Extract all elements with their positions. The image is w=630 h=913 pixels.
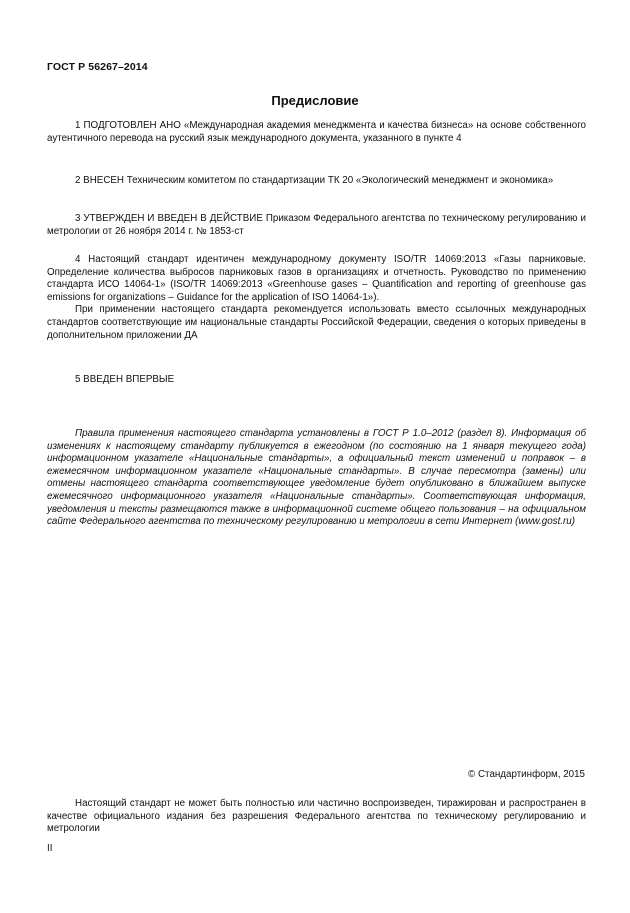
notice-block bbox=[47, 428, 586, 529]
item-3-text: 3 УТВЕРЖДЕН И ВВЕДЕН В ДЕЙСТВИЕ Приказом Федерального агентства по техническому регулированию и метрологии от 26 ноября 2014 г. № 1853-ст bbox=[47, 213, 586, 237]
item-1-text: 1 ПОДГОТОВЛЕН АНО «Международная академия менеджмента и качества бизнеса» на основе собственного аутентичного перевода на русский язык международного документа, указанного в пункте 4 bbox=[47, 120, 586, 144]
item-3 bbox=[47, 213, 586, 238]
item-2 bbox=[47, 175, 586, 188]
copyright: © Стандартинформ, 2015 bbox=[468, 769, 585, 780]
page-title: Предисловие bbox=[271, 93, 359, 108]
item-5 bbox=[47, 374, 586, 387]
notice-text: Правила применения настоящего стандарта установлены в ГОСТ Р 1.0–2012 (раздел 8). Информация об изменениях к настоящему стандарту публикуется в ежегодном (по состоянию на 1 января текущего года) информационном указателе «Национальные стандарты», а официальный текст изменений и поправок – в ежемесячном информационном указателе «Национальные стандарты». В случае пересмотра (замены) или отмены настоящего стандарта соответствующее уведомление будет опубликовано в ближайшем выпуске ежемесячного информационного указателя «Национальные стандарты». Соответствующая информация, уведомления и тексты размещаются также в информационной системе общего пользования – на официальном сайте Федерального агентства по техническому регулированию и метрологии в сети Интернет (www.gost.ru) bbox=[47, 428, 586, 528]
item-4-text: 4 Настоящий стандарт идентичен международному документу ISO/TR 14069:2013 «Газы парниковые. Определение количества выбросов парниковых газов в организациях и отчетность. Руководство по применению стандарта ИСО 14064-1» (ISO/TR 14069:2013 «Greenhouse gases – Quantification and reporting of greenhouse gas emissions for organizations – Guidance for the application of ISO 14064-1»). bbox=[47, 254, 586, 303]
item-5-text: 5 ВВЕДЕН ВПЕРВЫЕ bbox=[75, 374, 175, 385]
standard-code: ГОСТ Р 56267–2014 bbox=[47, 61, 148, 73]
reproduction-notice bbox=[47, 798, 586, 836]
reproduction-text: Настоящий стандарт не может быть полностью или частично воспроизведен, тиражирован и распространен в качестве официального издания без разрешения Федерального агентства по техническому регулированию и метрологии bbox=[47, 798, 586, 835]
item-4 bbox=[47, 254, 586, 342]
item-2-text: 2 ВНЕСЕН Техническим комитетом по стандартизации ТК 20 «Экологический менеджмент и экономика» bbox=[75, 175, 554, 186]
item-4-note: При применении настоящего стандарта рекомендуется использовать вместо ссылочных международных стандартов соответствующие им национальные стандарты Российской Федерации, сведения о которых приведены в дополнительном приложении ДА bbox=[47, 304, 586, 341]
item-1 bbox=[47, 120, 586, 145]
page-number: II bbox=[47, 843, 53, 854]
